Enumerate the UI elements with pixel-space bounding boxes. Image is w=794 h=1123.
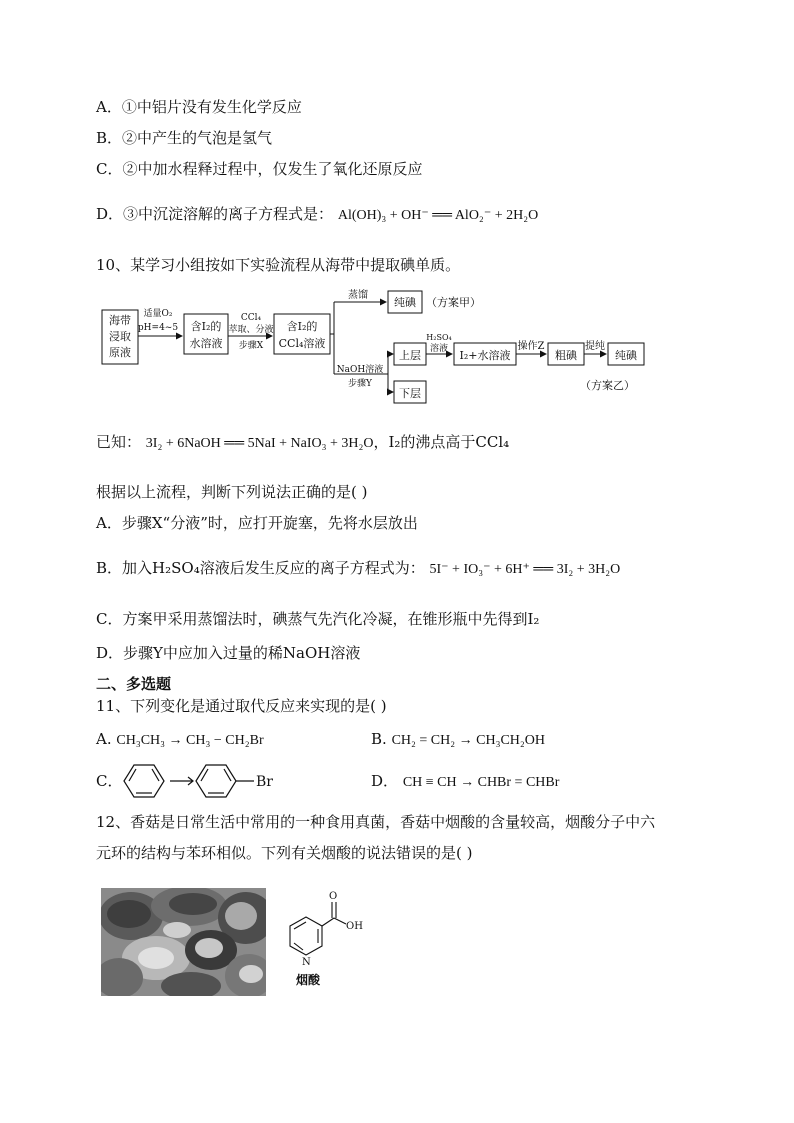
q11-option-c-structures xyxy=(122,761,282,801)
flow-acid-label1: H₂SO₄ xyxy=(426,333,452,342)
flow-start-line3: 原液 xyxy=(109,346,131,359)
flow-upper-text: 上层 xyxy=(399,349,421,362)
q10-ask: 根据以上流程，判断下列说法正确的是( ) xyxy=(96,483,368,501)
flow-plan-a: （方案甲） xyxy=(426,296,481,309)
q11-stem: 11、下列变化是通过取代反应来实现的是( ) xyxy=(96,697,387,715)
flow-plan-b: （方案乙） xyxy=(580,379,635,392)
section-heading: 二、多选题 xyxy=(96,675,172,693)
flow-arrow2-label3: 步骤X xyxy=(238,341,264,351)
bromo-substituent-label: Br xyxy=(256,774,273,790)
q9-option-d: D．③中沉淀溶解的离子方程式是： Al(OH)₃ + OH⁻ ══ AlO₂⁻ + 2H₂O xyxy=(96,205,539,223)
q10-option-b-equation: 5I⁻ + IO₃⁻ + 6H⁺ ══ 3I₂ + 3H₂O xyxy=(429,562,621,577)
q10-option-c: C．方案甲采用蒸馏法时，碘蒸气先汽化冷凝，在锥形瓶中先得到I₂ xyxy=(96,610,540,628)
mol-hydroxyl-label: OH xyxy=(346,921,363,932)
q10-option-a: A．步骤X“分液”时，应打开旋塞，先将水层放出 xyxy=(96,514,418,532)
flow-purify-label: 提纯 xyxy=(585,341,605,352)
q9-option-c: C．②中加水程释过程中，仅发生了氧化还原反应 xyxy=(96,160,423,178)
mol-nitrogen-label: N xyxy=(302,957,311,968)
q9-option-b: B．②中产生的气泡是氢气 xyxy=(96,129,273,147)
q10-known: 已知： 3I₂ + 6NaOH ══ 5NaI + NaIO₃ + 3H₂O，I₂的沸点高于CCl₄ xyxy=(96,433,510,451)
flow-box3-line2: CCl₄溶液 xyxy=(278,337,326,350)
pyridine-ring-icon xyxy=(290,917,322,955)
q11-option-a: A. CH₃CH₃ → CH₃ − CH₂Br xyxy=(96,730,264,748)
flow-pure-text: 纯碘 xyxy=(615,349,637,362)
mol-name-label: 烟酸 xyxy=(296,973,321,987)
flow-lower-text: 下层 xyxy=(399,387,421,400)
flow-start-line2: 浸取 xyxy=(109,330,131,343)
flow-arrow1-label1: 适量O₂ xyxy=(143,309,173,319)
q10-option-b: B．加入H₂SO₄溶液后发生反应的离子方程式为： 5I⁻ + IO₃⁻ + 6H⁺ ══ 3I₂ + 3H₂O xyxy=(96,559,621,577)
q10-option-d: D．步骤Y中应加入过量的稀NaOH溶液 xyxy=(96,644,361,662)
bromobenzene-ring-icon xyxy=(196,765,236,797)
flow-op-z-label: 操作Z xyxy=(517,341,545,352)
flow-box2-line1: 含I₂的 xyxy=(190,320,222,333)
q10-stem: 10、某学习小组按如下实验流程从海带中提取碘单质。 xyxy=(96,256,461,274)
flow-distill-label: 蒸馏 xyxy=(348,290,368,301)
flow-crude-text: 粗碘 xyxy=(555,349,577,362)
q11-option-c-label: C． xyxy=(96,772,123,790)
q9-option-a: A．①中铝片没有发生化学反应 xyxy=(96,98,302,116)
flow-acid-label2: 溶液 xyxy=(429,344,449,354)
nicotinic-acid-structure xyxy=(266,884,366,992)
q10-known-equation: 3I₂ + 6NaOH ══ 5NaI + NaIO₃ + 3H₂O xyxy=(145,436,374,451)
mushroom-photo-image xyxy=(101,888,266,996)
flow-box3-line1: 含I₂的 xyxy=(286,320,318,333)
q10-flow-diagram xyxy=(96,284,656,408)
flow-arrow2-label2: 萃取、分液 xyxy=(228,325,274,335)
flow-naoh-label: NaOH溶液 xyxy=(336,365,384,375)
flow-top-pure-text: 纯碘 xyxy=(394,296,416,309)
flow-mix-text: I₂+水溶液 xyxy=(459,349,511,362)
flow-start-line1: 海带 xyxy=(109,314,131,327)
flow-arrow2-label1: CCl₄ xyxy=(240,313,262,323)
flow-box2-line2: 水溶液 xyxy=(189,337,223,350)
q11-option-b: B. CH₂ = CH₂ → CH₃CH₂OH xyxy=(371,730,546,748)
q9-option-d-equation: Al(OH)₃ + OH⁻ ══ AlO₂⁻ + 2H₂O xyxy=(337,208,539,223)
q11-option-d: D． CH ≡ CH → CHBr = CHBr xyxy=(371,772,560,790)
flow-step-y-label: 步骤Y xyxy=(348,379,372,389)
q12-stem-line1: 12、香菇是日常生活中常用的一种食用真菌，香菇中烟酸的含量较高，烟酸分子中六 xyxy=(96,813,656,831)
q12-stem-line2: 元环的结构与苯环相似。下列有关烟酸的说法错误的是( ) xyxy=(96,844,473,862)
benzene-ring-icon xyxy=(124,765,164,797)
mol-oxygen-label: O xyxy=(329,891,338,902)
flow-arrow1-label2: pH=4~5 xyxy=(137,323,179,333)
